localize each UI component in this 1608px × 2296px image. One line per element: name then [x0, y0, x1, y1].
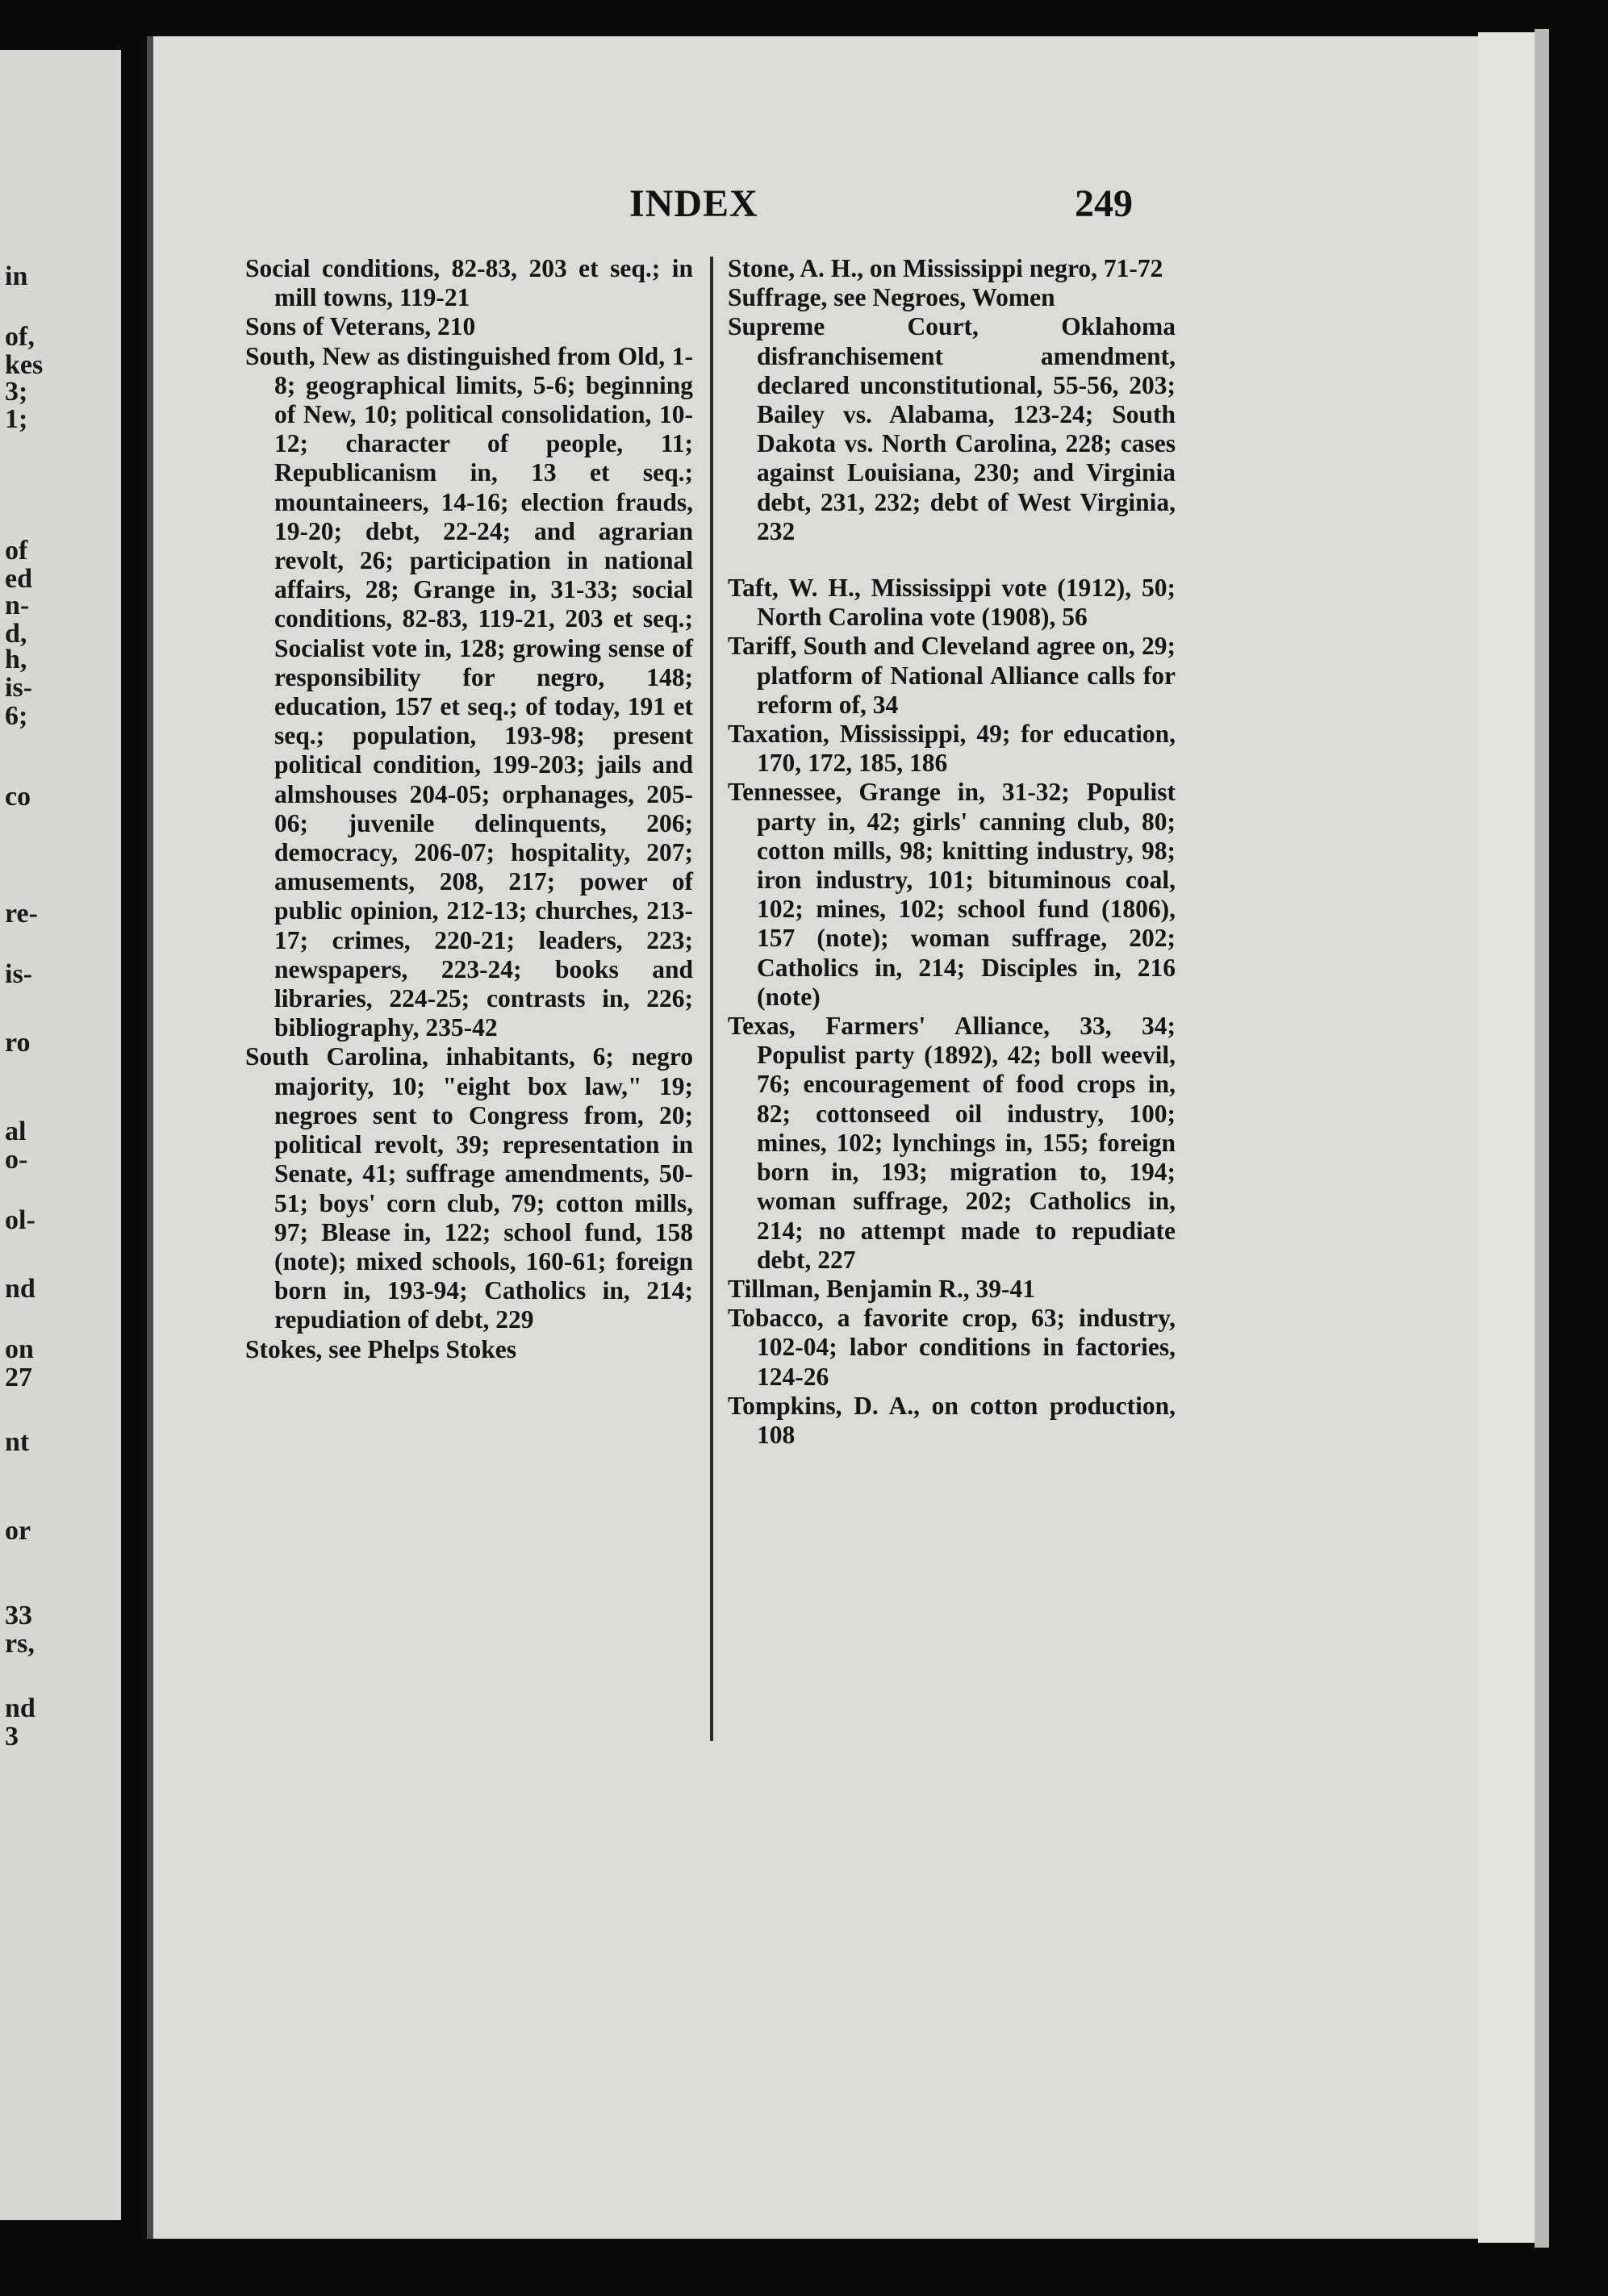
- facing-page-fragment: h,: [5, 645, 27, 674]
- index-entry: Tobacco, a favorite crop, 63; industry, 102-04; labor conditions in factories, 124-26: [728, 1304, 1176, 1391]
- page-fore-edge: [1478, 32, 1535, 2243]
- facing-page-fragment: or: [5, 1516, 31, 1546]
- facing-page-fragment: co: [5, 782, 31, 812]
- facing-page-fragment: nd: [5, 1274, 36, 1304]
- index-entry: Stone, A. H., on Mississippi negro, 71-72: [728, 254, 1163, 282]
- page-number: 249: [1075, 182, 1133, 225]
- page-title: INDEX: [629, 182, 758, 225]
- facing-page-fragment: o-: [5, 1145, 28, 1175]
- index-entry: Taxation, Mississippi, 49; for education, 170, 172, 185, 186: [728, 720, 1176, 778]
- running-head: [613, 182, 1178, 230]
- facing-page-fragment: in: [5, 261, 28, 291]
- facing-page-fragment: 6;: [5, 701, 28, 731]
- facing-page-fragment: of,: [5, 322, 35, 352]
- page-edge-shadow: [1535, 29, 1549, 2248]
- index-entry: Texas, Farmers' Alliance, 33, 34; Populist party (1892), 42; boll weevil, 76; encouragement of food crops in, 82; cottonseed oil industry, 100; mines, 102; lynchings in, 155; foreign born in, 193; migration to, 194; woman suffrage, 202; Catholics in, 214; no attempt made to repudiate debt, 227: [728, 1012, 1176, 1274]
- facing-page-fragment: of: [5, 536, 28, 566]
- facing-page-fragment: is-: [5, 673, 32, 703]
- index-entry: Tennessee, Grange in, 31-32; Populist party in, 42; girls' canning club, 80; cotton mills, 98; knitting industry, 98; iron industry, 101; bituminous coal, 102; mines, 102; school fund (1806), 157 (note); woman suffrage, 202; Catholics in, 214; Disciples in, 216 (note): [728, 778, 1176, 1011]
- index-entry: Stokes, see Phelps Stokes: [245, 1334, 517, 1363]
- facing-page-fragment: 3;: [5, 377, 28, 407]
- facing-page-fragment: d,: [5, 619, 27, 649]
- facing-page-fragment: 33: [5, 1601, 32, 1630]
- page-gutter: [147, 36, 153, 2239]
- facing-page-fragment: is-: [5, 959, 32, 989]
- facing-page-fragment: n-: [5, 591, 30, 620]
- facing-page-fragment: ed: [5, 564, 32, 594]
- facing-page-fragment: kes: [5, 350, 44, 380]
- column-divider: [710, 257, 713, 1741]
- index-entry: South Carolina, inhabitants, 6; negro majority, 10; "eight box law," 19; negroes sent to Congress from, 20; political revolt, 39; representation in Senate, 41; suffrage amendments, 50-51; boys' corn club, 79; cotton mills, 97; Blease in, 122; school fund, 158 (note); mixed schools, 160-61; foreign born in, 193-94; Catholics in, 214; repudiation of debt, 229: [245, 1042, 693, 1334]
- facing-page-fragment: 27: [5, 1363, 32, 1392]
- facing-page-fragment: on: [5, 1334, 34, 1364]
- facing-page-fragment: nt: [5, 1427, 30, 1457]
- index-entry: Tompkins, D. A., on cotton production, 108: [728, 1391, 1176, 1449]
- facing-page-fragment: rs,: [5, 1629, 35, 1659]
- index-entry: Taft, W. H., Mississippi vote (1912), 50; North Carolina vote (1908), 56: [728, 574, 1176, 632]
- index-column-left: [245, 254, 693, 1364]
- index-entry: Supreme Court, Oklahoma disfranchisement amendment, declared unconstitutional, 55-56, 203; Bailey vs. Alabama, 123-24; South Dakota vs. North Carolina, 228; cases against Louisiana, 230; and Virginia debt, 231, 232; debt of West Virginia, 232: [728, 312, 1176, 545]
- index-entry: Sons of Veterans, 210: [245, 312, 476, 341]
- facing-page-fragment: 1;: [5, 404, 28, 434]
- index-entry: South, New as distinguished from Old, 1-8; geographical limits, 5-6; beginning of New, 10; political consolidation, 10-12; character of people, 11; Republicanism in, 13 et seq.; mountaineers, 14-16; election frauds, 19-20; debt, 22-24; and agrarian revolt, 26; participation in national affairs, 28; Grange in, 31-33; social conditions, 82-83, 119-21, 203 et seq.; Socialist vote in, 128; growing sense of responsibility for negro, 148; education, 157 et seq.; of today, 191 et seq.; population, 193-98; present political condition, 199-203; jails and almshouses 204-05; orphanages, 205-06; juvenile delinquents, 206; democracy, 206-07; hospitality, 207; amusements, 208, 217; power of public opinion, 212-13; churches, 213-17; crimes, 220-21; leaders, 223; newspapers, 223-24; books and libraries, 224-25; contrasts in, 226; bibliography, 235-42: [245, 341, 693, 1042]
- index-column-right: [728, 254, 1176, 1450]
- index-entry: Tillman, Benjamin R., 39-41: [728, 1274, 1035, 1303]
- facing-page-fragment: re-: [5, 899, 38, 929]
- index-entry: Tariff, South and Cleveland agree on, 29; platform of National Alliance calls for reform of, 34: [728, 632, 1176, 719]
- facing-page-fragment: 3: [5, 1722, 19, 1751]
- index-entry: Social conditions, 82-83, 203 et seq.; in mill towns, 119-21: [245, 254, 693, 312]
- facing-page-fragment: ro: [5, 1028, 31, 1058]
- index-entry: Suffrage, see Negroes, Women: [728, 283, 1055, 312]
- facing-page-fragment: al: [5, 1117, 27, 1146]
- facing-page-fragment: ol-: [5, 1205, 36, 1235]
- facing-page-fragment: nd: [5, 1693, 36, 1723]
